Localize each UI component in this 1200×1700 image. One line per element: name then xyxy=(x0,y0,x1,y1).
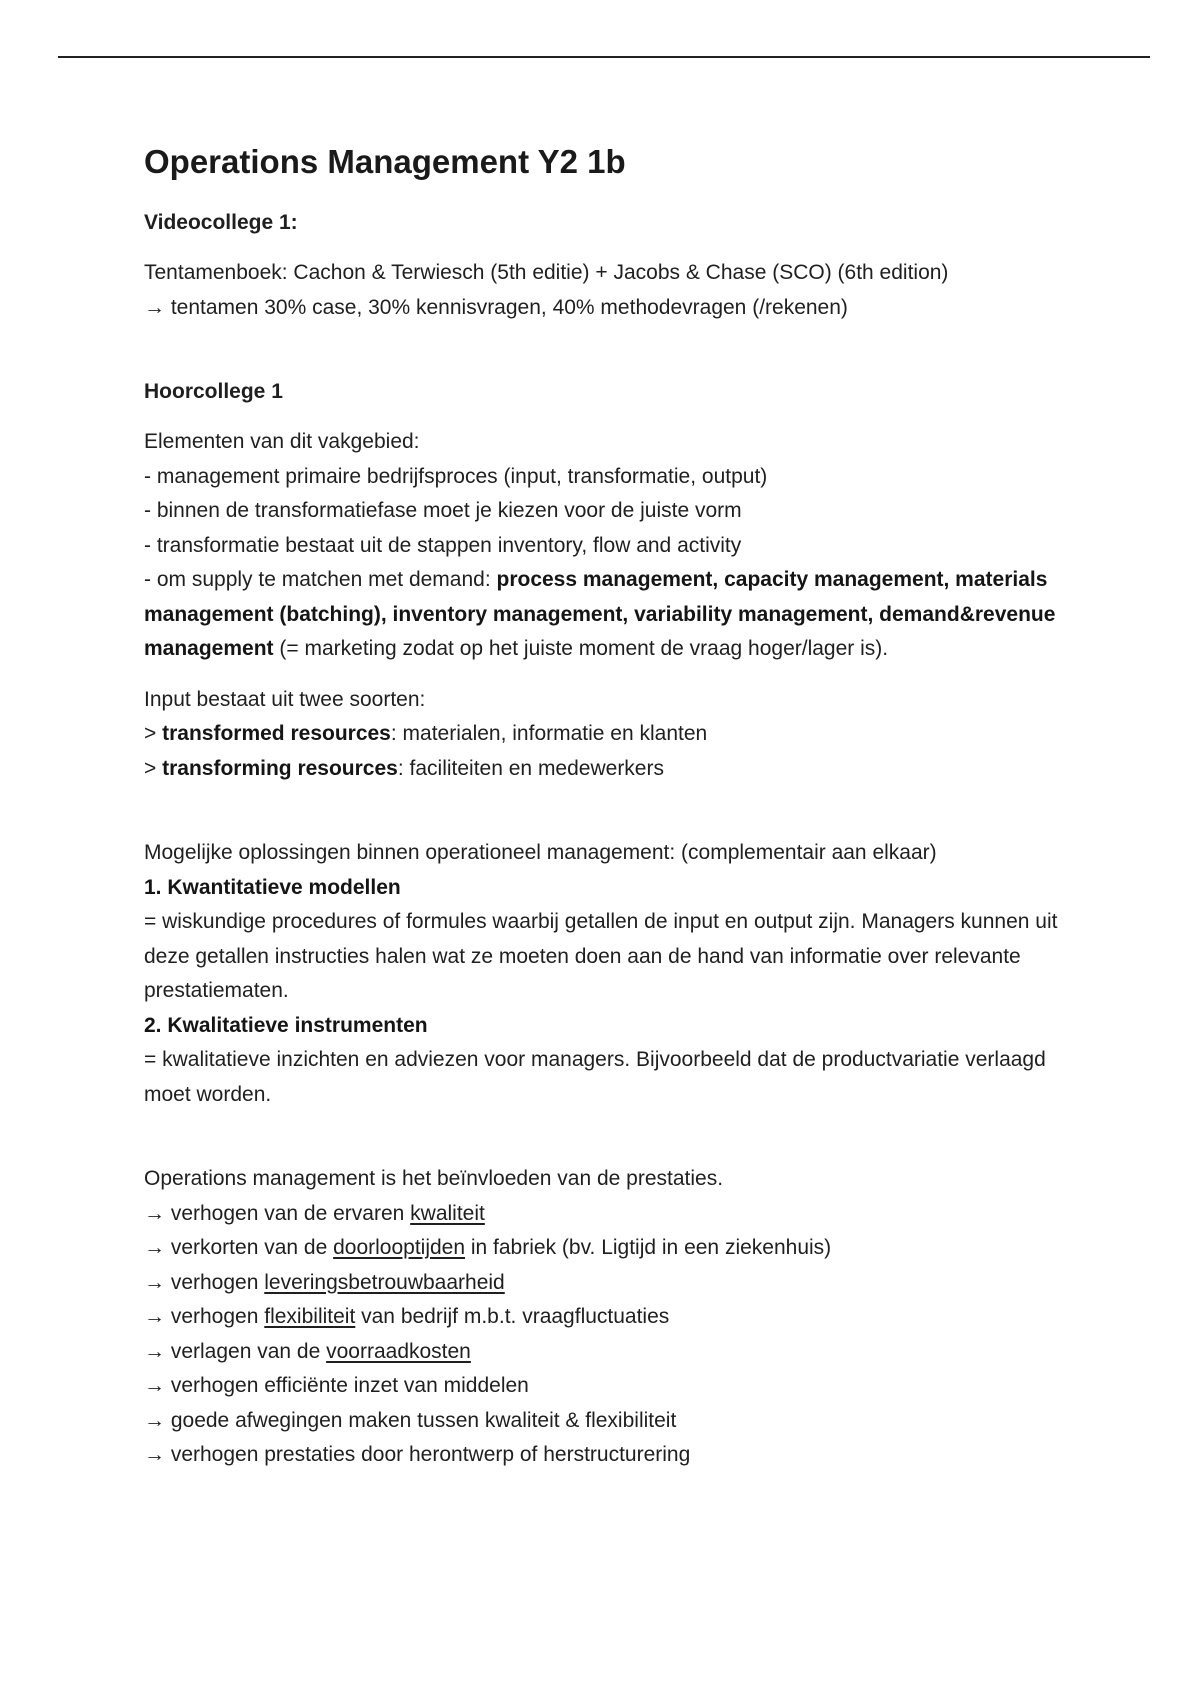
exam-weights-line: → tentamen 30% case, 30% kennisvragen, 40% methodevragen (/rekenen) xyxy=(144,295,848,319)
performance-text: → verkorten van de xyxy=(144,1236,334,1259)
top-rule xyxy=(58,56,1150,58)
performance-item xyxy=(144,1369,1084,1404)
performance-text: in fabriek (bv. Ligtijd in een ziekenhuis) xyxy=(465,1236,832,1259)
performance-keyword: leveringsbetrouwbaarheid xyxy=(264,1270,505,1294)
solution-title-text: 2. Kwalitatieve instrumenten xyxy=(144,1013,428,1037)
solutions-intro: Mogelijke oplossingen binnen operationeel management: (complementair aan elkaar) xyxy=(144,841,937,864)
performance-intro: Operations management is het beïnvloeden van de prestaties. xyxy=(144,1167,724,1190)
performance-text: → verhogen xyxy=(144,1270,265,1294)
input-item-term: transforming resources xyxy=(162,756,398,780)
element-item: - management primaire bedrijfsproces (input, transformatie, output) xyxy=(144,464,768,488)
element-item: - transformatie bestaat uit de stappen inventory, flow and activity xyxy=(144,533,742,557)
supply-demand-item xyxy=(144,563,1084,667)
input-item-desc: : faciliteiten en medewerkers xyxy=(397,756,664,780)
exam-books-line: Tentamenboek: Cachon & Terwiesch (5th editie) + Jacobs & Chase (SCO) (6th edition) xyxy=(144,261,949,284)
page-title: Operations Management Y2 1b xyxy=(144,143,626,180)
input-item xyxy=(144,717,1084,752)
supply-prefix: - om supply te matchen met demand: xyxy=(144,568,497,591)
videocollege-heading: Videocollege 1: xyxy=(144,211,298,234)
performance-item xyxy=(144,1300,1084,1335)
element-item: - binnen de transformatiefase moet je kiezen voor de juiste vorm xyxy=(144,499,742,522)
performance-keyword: kwaliteit xyxy=(410,1201,485,1225)
performance-item xyxy=(144,1266,1084,1301)
performance-text: → verhogen xyxy=(144,1305,265,1328)
performance-text: van bedrijf m.b.t. vraagfluctuaties xyxy=(355,1305,670,1328)
performance-item xyxy=(144,1197,1084,1232)
supply-management-types: process management, capacity management, materials management (batching), inventory management, variability management, demand&revenue management xyxy=(144,568,1056,660)
document-page xyxy=(144,140,1084,1473)
solution-title-text: 1. Kwantitatieve modellen xyxy=(144,875,401,899)
input-item xyxy=(144,752,1084,787)
performance-item xyxy=(144,1438,1084,1473)
performance-text: → verhogen prestaties door herontwerp of herstructurering xyxy=(144,1443,691,1466)
input-item-term: transformed resources xyxy=(162,722,391,745)
performance-text: → verlagen van de xyxy=(144,1339,327,1363)
solution-text: = wiskundige procedures of formules waarbij getallen de input en output zijn. Managers kunnen uit deze getallen instructies halen wat ze moeten doen aan de hand van informatie over relevante prestatiematen. xyxy=(144,910,1058,1002)
input-item-desc: : materialen, informatie en klanten xyxy=(390,722,708,745)
performance-keyword: voorraadkosten xyxy=(326,1339,471,1363)
performance-item xyxy=(144,1404,1084,1439)
performance-text: → goede afwegingen maken tussen kwaliteit & flexibiliteit xyxy=(144,1408,677,1432)
performance-keyword: doorlooptijden xyxy=(333,1236,466,1259)
supply-suffix: (= marketing zodat op het juiste moment de vraag hoger/lager is). xyxy=(273,637,889,660)
solution-title xyxy=(144,1009,1084,1044)
input-item-marker: > xyxy=(144,756,163,780)
performance-text: → verhogen efficiënte inzet van middelen xyxy=(144,1374,529,1397)
input-intro: Input bestaat uit twee soorten: xyxy=(144,687,426,711)
performance-text: → verhogen van de ervaren xyxy=(144,1201,411,1225)
performance-item xyxy=(144,1335,1084,1370)
performance-keyword: flexibiliteit xyxy=(264,1305,356,1328)
input-item-marker: > xyxy=(144,722,163,745)
elements-intro: Elementen van dit vakgebied: xyxy=(144,430,420,453)
hoorcollege-heading: Hoorcollege 1 xyxy=(144,380,283,403)
performance-item xyxy=(144,1231,1084,1266)
solution-text: = kwalitatieve inzichten en adviezen voor managers. Bijvoorbeeld dat de productvariatie verlaagd moet worden. xyxy=(144,1048,1046,1106)
solution-title xyxy=(144,871,1084,906)
